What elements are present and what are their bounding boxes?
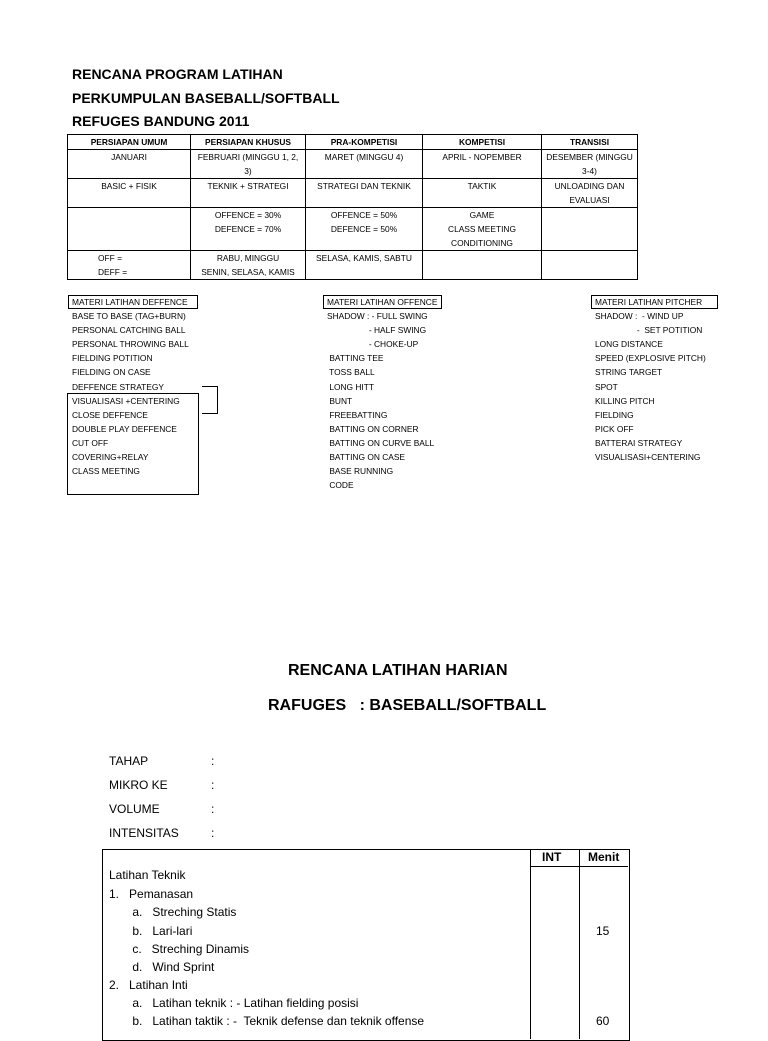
meta-colon: : <box>211 754 215 768</box>
materi-offence-item: FREEBATTING <box>327 409 388 420</box>
table-cell <box>68 208 191 251</box>
table-row <box>68 251 638 280</box>
daily-header-menit: Menit <box>588 850 620 864</box>
daily-line: d. Wind Sprint <box>109 960 215 974</box>
daily-line: b. Latihan taktik : - Teknik defense dan teknik offense <box>109 1014 425 1028</box>
materi-offence-item: BASE RUNNING <box>327 466 394 477</box>
materi-defence-item: CLASS MEETING <box>72 466 140 477</box>
materi-offence-item: - HALF SWING <box>327 325 427 336</box>
materi-defence-item: CUT OFF <box>72 437 109 448</box>
daily-title-2: RAFUGES : BASEBALL/SOFTBALL <box>268 697 547 714</box>
materi-pitcher-list <box>591 309 718 464</box>
materi-defence-item: PERSONAL CATCHING BALL <box>72 325 186 336</box>
table-cell: SELASA, KAMIS, SABTU <box>306 251 423 280</box>
menit-value: 60 <box>596 1014 610 1028</box>
daily-line: 2. Latihan Inti <box>109 978 188 992</box>
materi-defence-item: PERSONAL THROWING BALL <box>72 339 189 350</box>
materi-pitcher-item: VISUALISASI+CENTERING <box>595 452 701 463</box>
table-cell: BASIC + FISIK <box>68 179 191 208</box>
materi-offence-item: TOSS BALL <box>327 367 375 378</box>
daily-col-int <box>530 849 580 1039</box>
meta-volume <box>109 802 215 816</box>
table-row <box>68 179 638 208</box>
table-cell: UNLOADING DAN EVALUASI <box>542 179 638 208</box>
table-row <box>68 208 638 251</box>
menit-value: 15 <box>596 924 610 938</box>
meta-label: TAHAP <box>109 754 149 768</box>
meta-intensitas <box>109 826 215 840</box>
materi-defence-item: VISUALISASI +CENTERING <box>72 395 180 406</box>
daily-line: 1. Pemanasan <box>109 887 194 901</box>
meta-label: INTENSITAS <box>109 826 179 840</box>
program-title-line-2: PERKUMPULAN BASEBALL/SOFTBALL <box>72 90 340 106</box>
materi-offence-list <box>323 309 442 492</box>
table-cell: DESEMBER (MINGGU 3-4) <box>542 150 638 179</box>
daily-line: b. Lari-lari <box>109 924 193 938</box>
materi-pitcher-item: SPEED (EXPLOSIVE PITCH) <box>595 353 706 364</box>
materi-pitcher-title: MATERI LATIHAN PITCHER <box>591 295 718 309</box>
materi-pitcher-block <box>591 295 718 464</box>
materi-pitcher-item: STRING TARGET <box>595 367 663 378</box>
materi-defence-item: FIELDING ON CASE <box>72 367 151 378</box>
table-cell: TEKNIK + STRATEGI <box>191 179 306 208</box>
materi-offence-item: BUNT <box>327 395 353 406</box>
table-cell: TAKTIK <box>423 179 542 208</box>
table-cell: APRIL - NOPEMBER <box>423 150 542 179</box>
header-persiapan-umum: PERSIAPAN UMUM <box>68 135 191 150</box>
table-cell: RABU, MINGGU SENIN, SELASA, KAMIS <box>191 251 306 280</box>
materi-defence-item: BASE TO BASE (TAG+BURN) <box>72 311 186 322</box>
materi-pitcher-item: LONG DISTANCE <box>595 339 663 350</box>
materi-offence-item: BATTING ON CASE <box>327 452 406 463</box>
table-cell <box>542 208 638 251</box>
materi-offence-item: CODE <box>327 480 354 491</box>
program-title-line-1: RENCANA PROGRAM LATIHAN <box>72 66 283 82</box>
header-pra-kompetisi: PRA-KOMPETISI <box>306 135 423 150</box>
table-cell <box>423 251 542 280</box>
table-cell: JANUARI <box>68 150 191 179</box>
materi-pitcher-item: SPOT <box>595 381 618 392</box>
meta-label: VOLUME <box>109 802 160 816</box>
materi-pitcher-item: - SET POTITION <box>595 325 703 336</box>
materi-offence-item: SHADOW : - FULL SWING <box>327 311 428 322</box>
daily-line: a. Latihan teknik : - Latihan fielding posisi <box>109 996 359 1010</box>
materi-offence-block <box>323 295 442 492</box>
table-cell: MARET (MINGGU 4) <box>306 150 423 179</box>
table-cell: FEBRUARI (MINGGU 1, 2, 3) <box>191 150 306 179</box>
materi-defence-item: DEFFENCE STRATEGY <box>72 381 164 392</box>
daily-header-int: INT <box>542 850 562 864</box>
materi-defence-item: FIELDING POTITION <box>72 353 153 364</box>
materi-pitcher-item: BATTERAI STRATEGY <box>595 437 683 448</box>
daily-line: Latihan Teknik <box>109 868 186 882</box>
materi-defence-item: CLOSE DEFFENCE <box>72 409 148 420</box>
table-cell <box>542 251 638 280</box>
materi-pitcher-item: FIELDING <box>595 409 634 420</box>
bracket-connector <box>202 386 218 414</box>
materi-pitcher-item: PICK OFF <box>595 423 634 434</box>
header-persiapan-khusus: PERSIAPAN KHUSUS <box>191 135 306 150</box>
materi-defence-item: COVERING+RELAY <box>72 452 149 463</box>
header-kompetisi: KOMPETISI <box>423 135 542 150</box>
daily-title-1: RENCANA LATIHAN HARIAN <box>288 662 508 679</box>
meta-tahap <box>109 754 215 768</box>
daily-line: a. Streching Statis <box>109 905 237 919</box>
table-cell: OFFENCE = 30% DEFENCE = 70% <box>191 208 306 251</box>
meta-colon: : <box>211 802 215 816</box>
table-cell: STRATEGI DAN TEKNIK <box>306 179 423 208</box>
materi-offence-item: - CHOKE-UP <box>327 339 419 350</box>
materi-offence-item: LONG HITT <box>327 381 374 392</box>
materi-defence-title: MATERI LATIHAN DEFFENCE <box>68 295 198 309</box>
materi-pitcher-item: KILLING PITCH <box>595 395 655 406</box>
table-cell: OFF = DEFF = <box>68 251 191 280</box>
table-cell: GAME CLASS MEETING CONDITIONING <box>423 208 542 251</box>
periodization-table <box>67 134 638 280</box>
table-cell: OFFENCE = 50% DEFENCE = 50% <box>306 208 423 251</box>
materi-offence-item: BATTING ON CURVE BALL <box>327 437 435 448</box>
meta-mikro <box>109 778 215 792</box>
materi-offence-item: BATTING TEE <box>327 353 384 364</box>
meta-colon: : <box>211 778 215 792</box>
daily-header-divider <box>530 866 628 867</box>
meta-colon: : <box>211 826 215 840</box>
meta-label: MIKRO KE <box>109 778 168 792</box>
table-row <box>68 150 638 179</box>
materi-defence-item: DOUBLE PLAY DEFFENCE <box>72 423 177 434</box>
materi-offence-item: BATTING ON CORNER <box>327 423 419 434</box>
materi-offence-title: MATERI LATIHAN OFFENCE <box>323 295 442 309</box>
header-transisi: TRANSISI <box>542 135 638 150</box>
daily-line: c. Streching Dinamis <box>109 942 250 956</box>
program-title-line-3: REFUGES BANDUNG 2011 <box>72 113 250 129</box>
defence-box <box>67 393 199 495</box>
table-header-row <box>68 135 638 150</box>
materi-pitcher-item: SHADOW : - WIND UP <box>595 311 684 322</box>
